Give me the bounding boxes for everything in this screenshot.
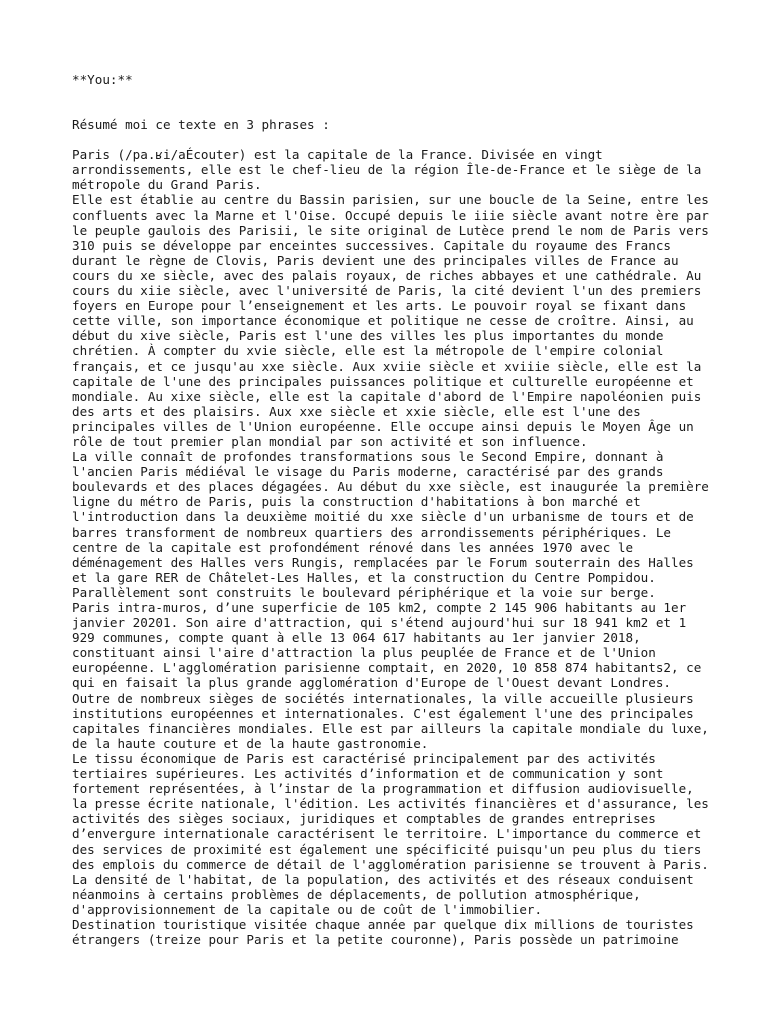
prompt-line: Résumé moi ce texte en 3 phrases : [72, 117, 330, 133]
document-page [72, 72, 712, 947]
paragraph: Destination touristique visitée chaque année par quelque dix millions de touristes étrangers (treize pour Paris et la petite couronne), Paris possède un patrimoine [72, 916, 694, 948]
paragraph: La ville connaît de profondes transformations sous le Second Empire, donnant à l'ancien Paris médiéval le visage du Paris moderne, caractérisé par des grands boulevards et des places dégagées. Au début du xxe siècle, est inaugurée la première ligne du métro de Paris, puis la construction d'habitations à bon marché et l'introduction dans la deuxième moitié du xxe siècle d'un urbanisme de tours et de barres transforment de nombreux quartiers des arrondissements périphériques. Le centre de la capitale est profondément rénové dans les années 1970 avec le déménagement des Halles vers Rungis, remplacées par le Forum souterrain des Halles et la gare RER de Châtelet-Les Halles, et la construction du Centre Pompidou. Parallèlement sont construits le boulevard périphérique et la voie sur berge. [72, 449, 709, 600]
speaker-label: **You:** [72, 72, 133, 87]
paragraph: Le tissu économique de Paris est caractérisé principalement par des activités tertiaires supérieures. Les activités d’information et de communication y sont fortement représentées, à l’instar de la programmation et diffusion audiovisuelle, la presse écrite nationale, l'édition. Les activités financières et d'assurance, les activités des sièges sociaux, juridiques et comptables de grandes entreprises d’envergure internationale caractérisent le territoire. L'importance du commerce et des services de proximité est également une spécificité puisqu'un peu plus du tiers des emplois du commerce de détail de l'agglomération parisienne se trouvent à Paris. La densité de l'habitat, de la population, des activités et des réseaux conduisent néanmoins à certains problèmes de déplacements, de pollution atmosphérique, d'approvisionnement de la capitale ou de coût de l'immobilier. [72, 750, 709, 917]
paragraph: Elle est établie au centre du Bassin parisien, sur une boucle de la Seine, entre les confluents avec la Marne et l'Oise. Occupé depuis le iiie siècle avant notre ère par le peuple gaulois des Parisii, le site original de Lutèce prend le nom de Paris vers 310 puis se développe par enceintes successives. Capitale du royaume des Francs durant le règne de Clovis, Paris devient une des principales villes de France au cours du xe siècle, avec des palais royaux, de riches abbayes et une cathédrale. Au cours du xiie siècle, avec l'université de Paris, la cité devient l'un des premiers foyers en Europe pour l’enseignement et les arts. Le pouvoir royal se fixant dans cette ville, son importance économique et politique ne cesse de croître. Ainsi, au début du xive siècle, Paris est l'une des villes les plus importantes du monde chrétien. À compter du xvie siècle, elle est la métropole de l'empire colonial français, et ce jusqu'au xxe siècle. Aux xviie siècle et xviiie siècle, elle est la capitale de l'une des principales puissances politique et culturelle européenne et mondiale. Au xixe siècle, elle est la capitale d'abord de l'Empire napoléonien puis des arts et des plaisirs. Aux xxe siècle et xxie siècle, elle est l'une des principales villes de l'Union européenne. Elle occupe ainsi depuis le Moyen Âge un rôle de tout premier plan mondial par son activité et son influence. [72, 192, 709, 449]
paragraph: Paris (/pa.ʁi/aÉcouter) est la capitale de la France. Divisée en vingt arrondissements, elle est le chef-lieu de la région Île-de-France et le siège de la métropole du Grand Paris. [72, 147, 702, 193]
paragraph: Paris intra-muros, d’une superficie de 105 km2, compte 2 145 906 habitants au 1er janvier 20201. Son aire d'attraction, qui s'étend aujourd'hui sur 18 941 km2 et 1 929 communes, compte quant à elle 13 064 617 habitants au 1er janvier 2018, constituant ainsi l'aire d'attraction la plus peuplée de France et de l'Union européenne. L'agglomération parisienne comptait, en 2020, 10 858 874 habitants2, ce qui en faisait la plus grande agglomération d'Europe de l'Ouest devant Londres. Outre de nombreux sièges de sociétés internationales, la ville accueille plusieurs institutions européennes et internationales. C'est également l'une des principales capitales financières mondiales. Elle est par ailleurs la capitale mondiale du luxe, de la haute couture et de la haute gastronomie. [72, 600, 709, 751]
